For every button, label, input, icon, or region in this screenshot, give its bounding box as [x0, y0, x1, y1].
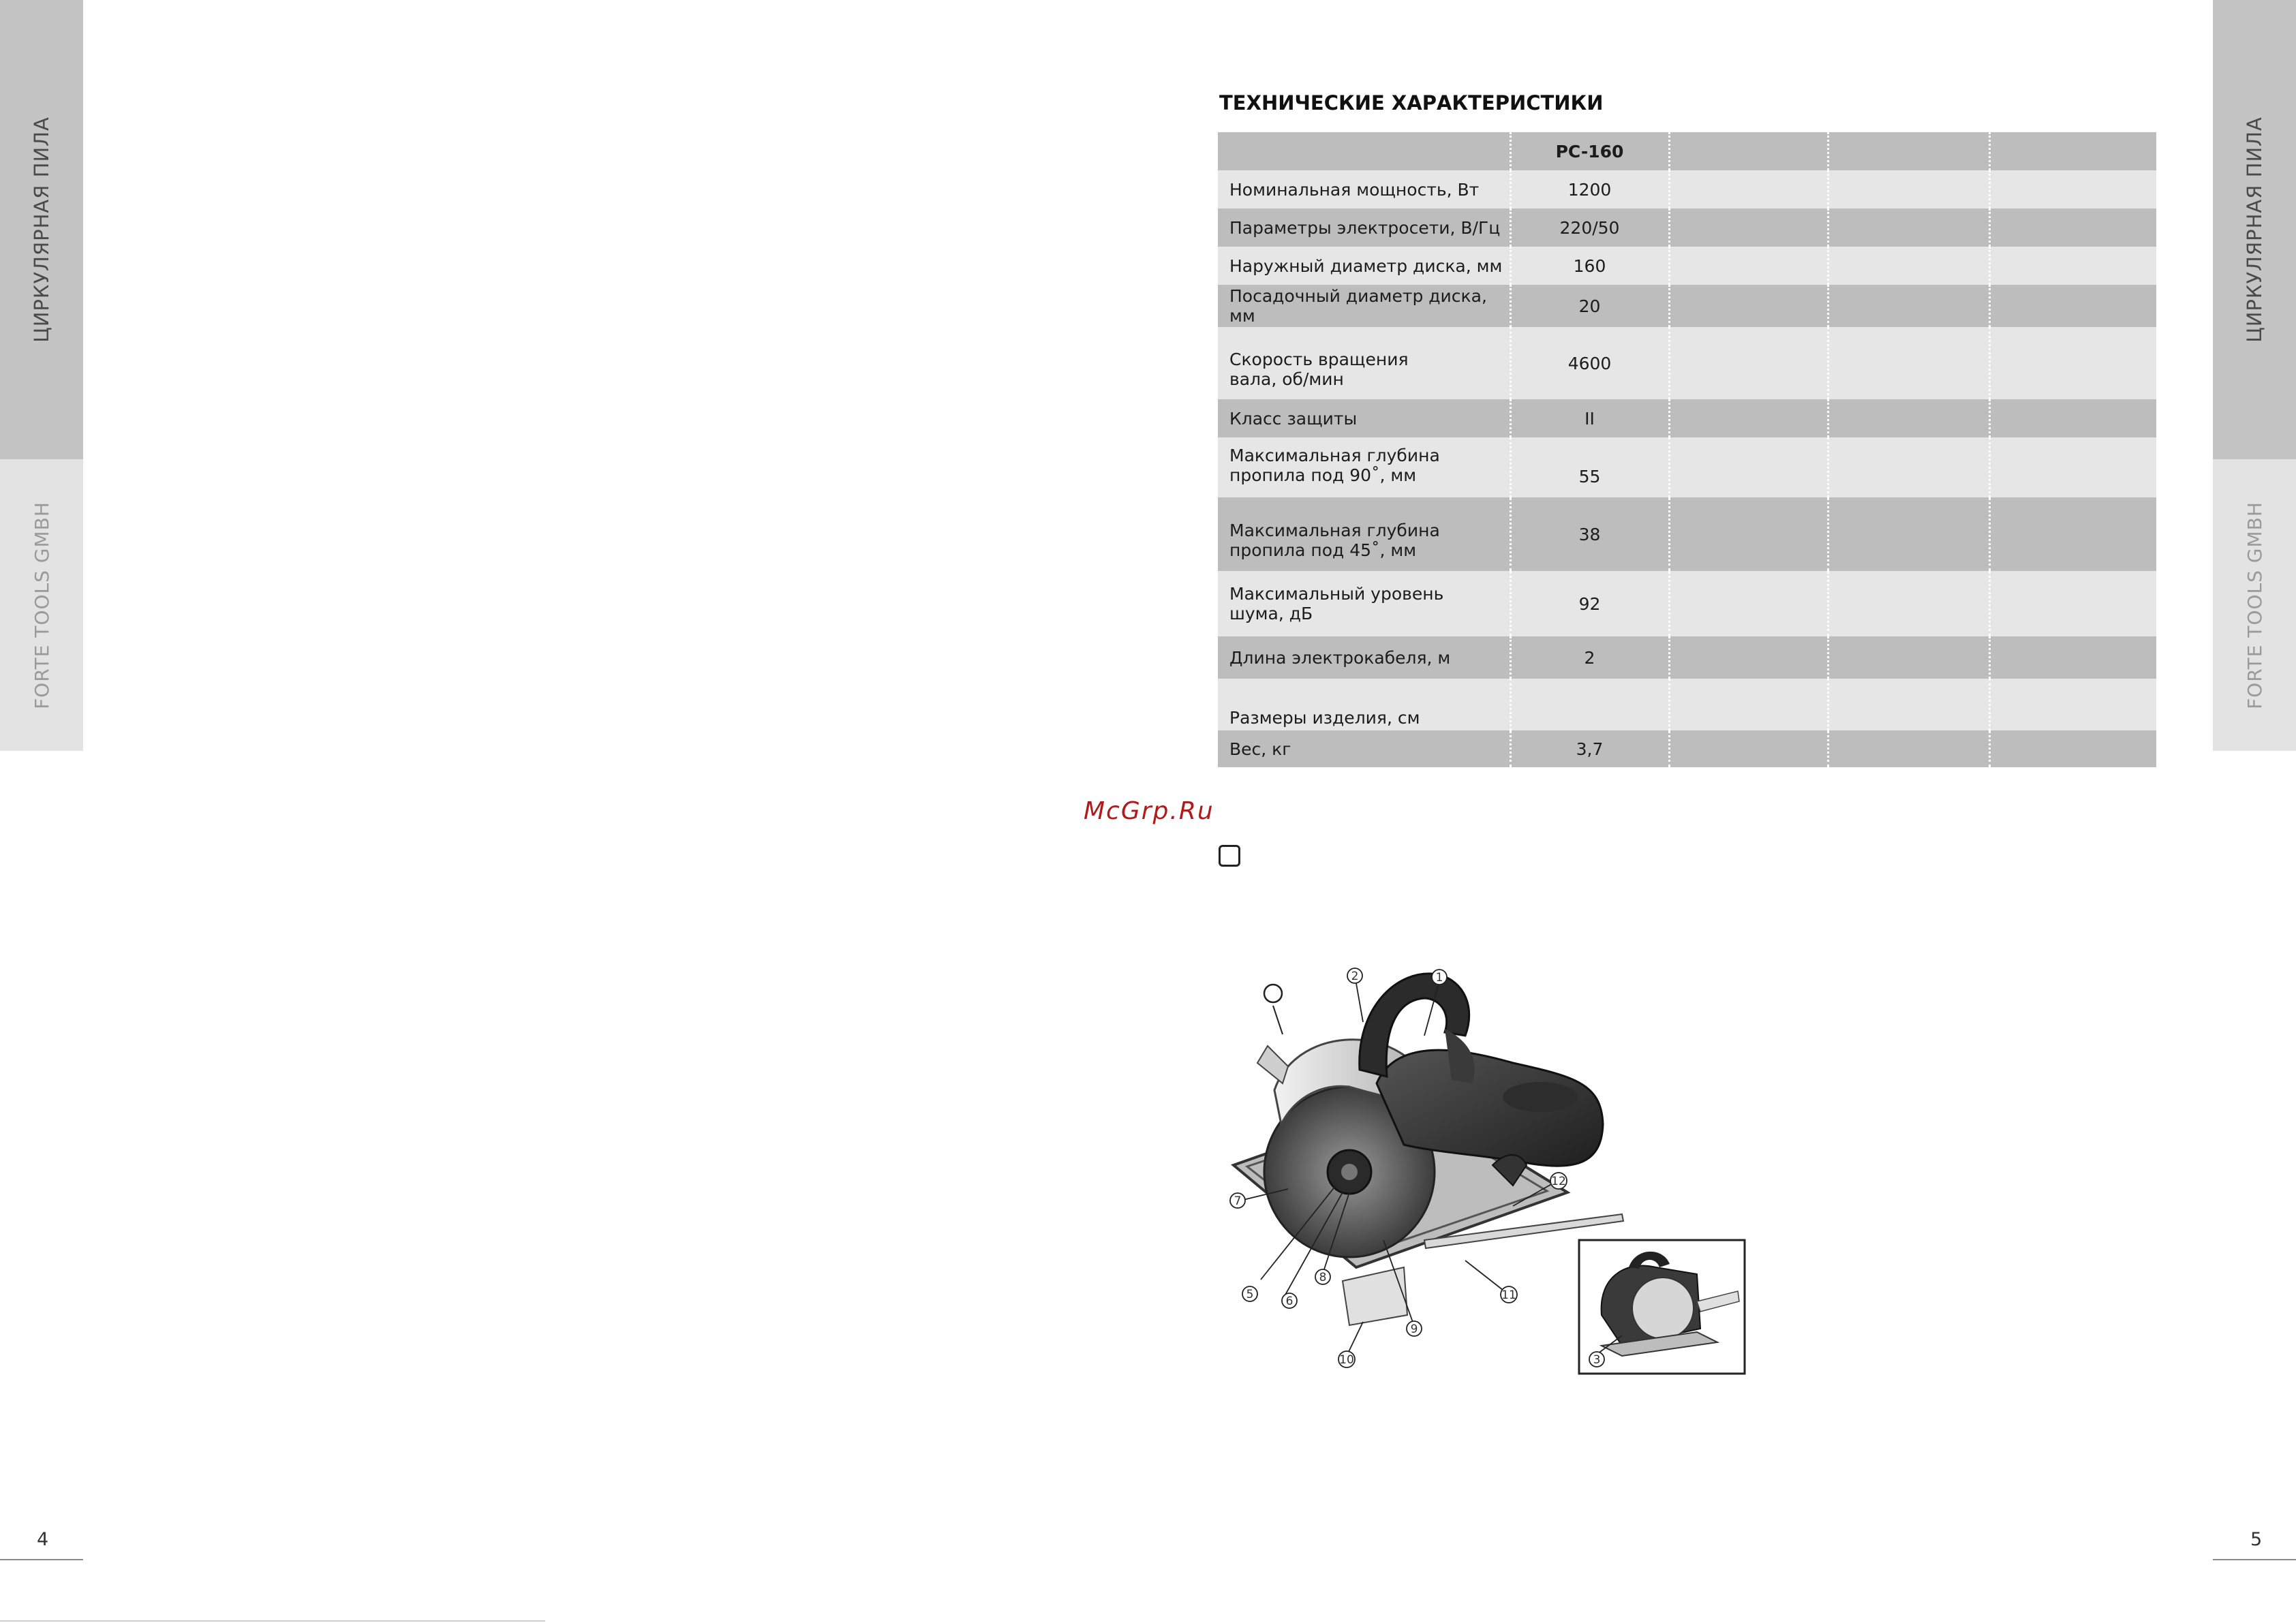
spec-label: Наружный диаметр диска, мм — [1229, 256, 1503, 276]
callout-11 — [1501, 1286, 1517, 1303]
spec-value: 20 — [1510, 285, 1669, 327]
callout-7 — [1230, 1193, 1245, 1208]
callout-9-label: 9 — [1410, 1323, 1418, 1336]
left-product-tab-text: ЦИРКУЛЯРНАЯ ПИЛА — [30, 117, 53, 343]
spec-value: 4600 — [1510, 327, 1669, 399]
callout-10-label: 10 — [1339, 1353, 1354, 1367]
table-row — [1218, 636, 2156, 679]
right-company-tab — [2213, 459, 2296, 751]
square-icon — [1219, 845, 1240, 867]
spec-label: Посадочный диаметр диска, мм — [1229, 286, 1487, 326]
callout-5-label: 5 — [1246, 1288, 1254, 1301]
model-header: PC-160 — [1510, 132, 1669, 170]
table-row — [1218, 571, 2156, 636]
specs-header-row — [1218, 132, 2156, 170]
spec-label: Параметры электросети, В/Гц — [1229, 217, 1501, 238]
table-row — [1218, 208, 2156, 247]
spec-value: II — [1510, 399, 1669, 437]
figure-marker-circle — [1264, 985, 1282, 1002]
table-row — [1218, 327, 2156, 399]
spec-value — [1510, 679, 1669, 730]
left-page-rule — [0, 1559, 83, 1560]
callout-8 — [1315, 1269, 1330, 1284]
spec-value: 38 — [1510, 497, 1669, 571]
left-product-tab — [0, 0, 83, 459]
callout-6-label: 6 — [1285, 1295, 1294, 1308]
right-product-tab — [2213, 0, 2296, 459]
callout-1-label: 1 — [1435, 971, 1443, 985]
callout-11-label: 11 — [1501, 1288, 1516, 1302]
callout-12-label: 12 — [1551, 1175, 1566, 1188]
spec-value: 220/50 — [1510, 208, 1669, 247]
table-row — [1218, 679, 2156, 730]
left-company-tab-text: FORTE TOOLS GMBH — [30, 501, 53, 709]
spec-label: Максимальная глубина пропила под 45˚, мм — [1229, 521, 1440, 560]
spec-label: Максимальная глубина пропила под 90˚, мм — [1229, 446, 1440, 485]
spec-value: 160 — [1510, 247, 1669, 285]
callout-7-label: 7 — [1234, 1194, 1242, 1208]
spec-value: 92 — [1510, 571, 1669, 636]
right-page-rule — [2213, 1559, 2296, 1560]
callout-3-label: 3 — [1593, 1353, 1601, 1367]
left-page-number: 4 — [37, 1529, 49, 1550]
callout-8-label: 8 — [1319, 1271, 1327, 1284]
spec-value: 1200 — [1510, 170, 1669, 208]
right-product-tab-text: ЦИРКУЛЯРНАЯ ПИЛА — [2243, 117, 2266, 343]
left-company-tab — [0, 459, 83, 751]
spec-label: Класс защиты — [1229, 408, 1358, 429]
table-row — [1218, 170, 2156, 208]
table-row — [1218, 730, 2156, 767]
bottom-divider — [0, 1620, 545, 1622]
table-row — [1218, 497, 2156, 571]
spec-label: Вес, кг — [1229, 739, 1291, 759]
header-empty-cell — [1218, 132, 1510, 170]
table-row — [1218, 399, 2156, 437]
callout-5 — [1242, 1286, 1257, 1301]
spec-label: Максимальный уровень шума, дБ — [1229, 584, 1444, 623]
table-row — [1218, 437, 2156, 497]
spec-label: Скорость вращения вала, об/мин — [1229, 350, 1409, 389]
inset-view — [1579, 1240, 1745, 1374]
right-page-number: 5 — [2250, 1529, 2263, 1550]
callout-3 — [1589, 1352, 1604, 1367]
callout-2 — [1347, 968, 1362, 983]
callout-1 — [1432, 970, 1447, 985]
callout-12 — [1550, 1173, 1567, 1189]
spec-label: Размеры изделия, см — [1229, 708, 1420, 728]
spec-value: 2 — [1510, 636, 1669, 679]
spec-value: 55 — [1510, 437, 1669, 497]
specs-title: ТЕХНИЧЕСКИЕ ХАРАКТЕРИСТИКИ — [1219, 91, 1604, 114]
specs-table — [1218, 132, 2156, 767]
table-row — [1218, 285, 2156, 327]
callout-9 — [1407, 1321, 1422, 1336]
callout-6 — [1282, 1293, 1297, 1308]
spec-label: Номинальная мощность, Вт — [1229, 179, 1480, 200]
spec-label: Длина электрокабеля, м — [1229, 647, 1451, 668]
right-company-tab-text: FORTE TOOLS GMBH — [2243, 501, 2266, 709]
callout-10 — [1338, 1351, 1355, 1367]
table-row — [1218, 247, 2156, 285]
spec-value: 3,7 — [1510, 730, 1669, 767]
callout-2-label: 2 — [1351, 970, 1359, 983]
circular-saw-figure — [1220, 947, 1751, 1383]
watermark: McGrp.Ru — [1084, 797, 1214, 825]
